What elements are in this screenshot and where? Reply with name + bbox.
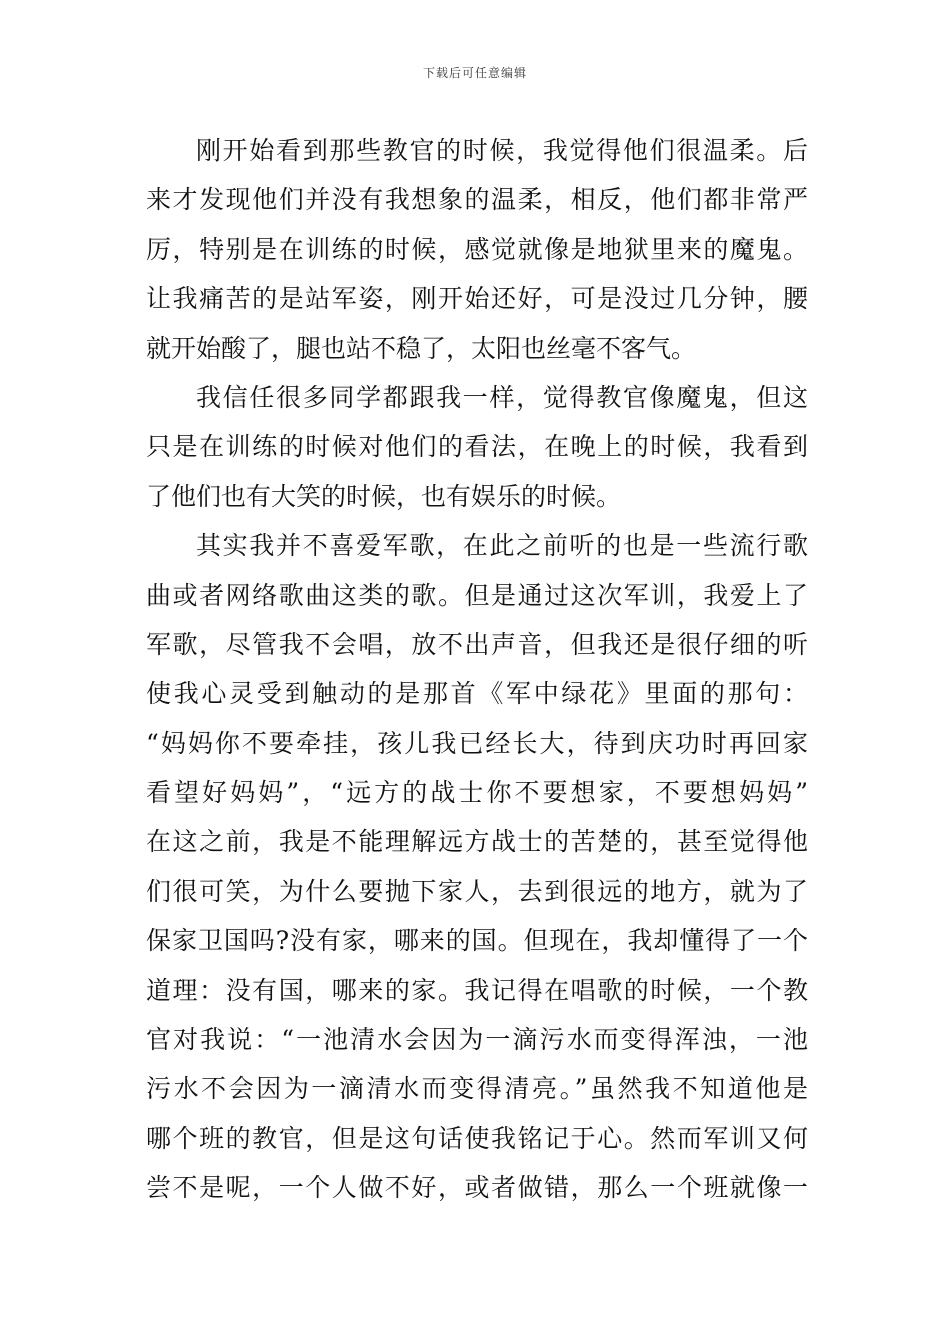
page-header: 下载后可任意编辑 xyxy=(422,66,527,80)
text-line: 道理：没有国，哪来的家。我记得在唱歌的时候，一个教 xyxy=(146,975,808,1005)
text-line: 了他们也有大笑的时候，也有娱乐的时候。 xyxy=(146,481,622,511)
text-line: 军歌，尽管我不会唱，放不出声音，但我还是很仔细的听 xyxy=(146,629,808,659)
text-line: 来才发现他们并没有我想象的温柔，相反，他们都非常严 xyxy=(146,185,808,215)
text-line: 只是在训练的时候对他们的看法，在晚上的时候，我看到 xyxy=(146,432,808,462)
text-line: 尝不是呢，一个人做不好，或者做错，那么一个班就像一 xyxy=(146,1173,808,1203)
text-line: 官对我说：“一池清水会因为一滴污水而变得浑浊，一池 xyxy=(146,1025,808,1055)
text-line: 污水不会因为一滴清水而变得清亮。”虽然我不知道他是 xyxy=(146,1074,808,1104)
text-line: 其实我并不喜爱军歌，在此之前听的也是一些流行歌 xyxy=(196,531,808,561)
text-line: 哪个班的教官，但是这句话使我铭记于心。然而军训又何 xyxy=(146,1123,808,1153)
text-line: 让我痛苦的是站军姿，刚开始还好，可是没过几分钟，腰 xyxy=(146,284,808,314)
text-line: 厉，特别是在训练的时候，感觉就像是地狱里来的魔鬼。 xyxy=(146,234,808,264)
text-line: 们很可笑，为什么要抛下家人，去到很远的地方，就为了 xyxy=(146,876,808,906)
text-line: 我信任很多同学都跟我一样，觉得教官像魔鬼，但这 xyxy=(196,382,808,412)
document-body xyxy=(146,126,808,1213)
text-line: 就开始酸了，腿也站不稳了，太阳也丝毫不客气。 xyxy=(146,333,697,363)
text-line: 保家卫国吗?没有家，哪来的国。但现在，我却懂得了一个 xyxy=(146,926,808,956)
text-line: 曲或者网络歌曲这类的歌。但是通过这次军训，我爱上了 xyxy=(146,580,808,610)
text-line: 在这之前，我是不能理解远方战士的苦楚的，甚至觉得他 xyxy=(146,827,808,857)
text-line: 刚开始看到那些教官的时候，我觉得他们很温柔。后 xyxy=(196,136,808,165)
text-line: 使我心灵受到触动的是那首《军中绿花》里面的那句： xyxy=(146,679,808,709)
text-line: 看望好妈妈”，“远方的战士你不要想家，不要想妈妈” xyxy=(146,778,808,808)
text-line: “妈妈你不要牵挂，孩儿我已经长大，待到庆功时再回家 xyxy=(146,728,808,758)
